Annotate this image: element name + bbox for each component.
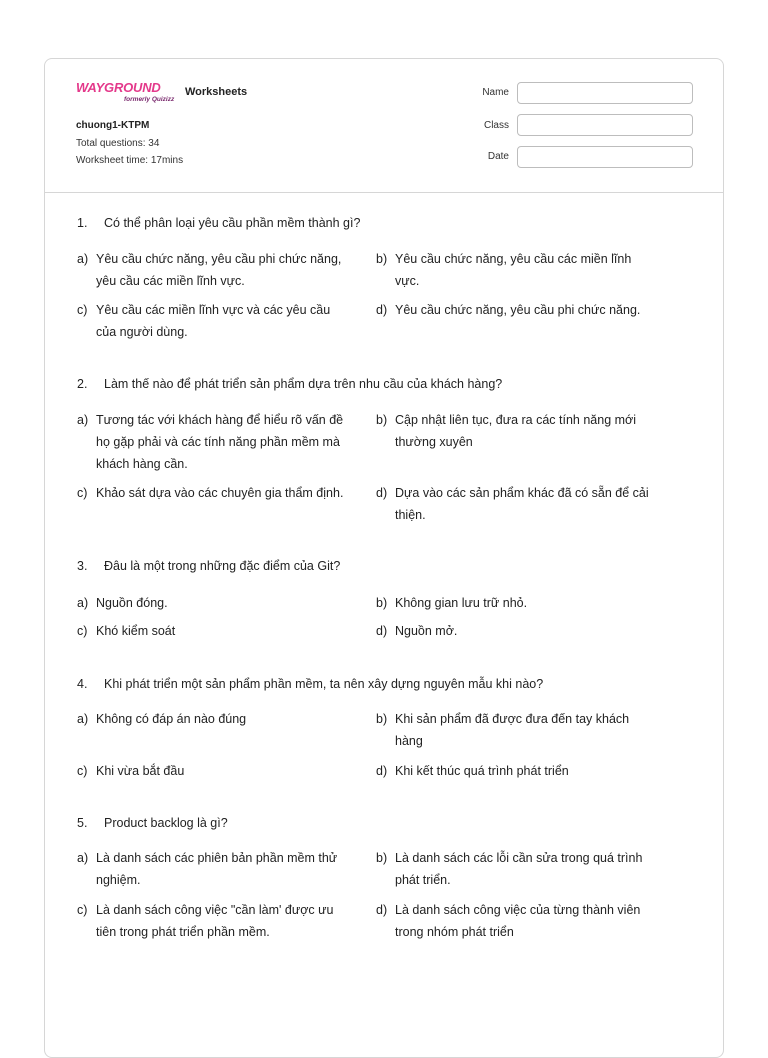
total-questions: Total questions: 34 (76, 138, 160, 149)
logo-subtext: formerly Quizizz (124, 96, 175, 103)
question-text: Product backlog là gì? (104, 816, 228, 830)
option-text: Khó kiểm soát (96, 624, 176, 638)
question-number: 5. (77, 816, 88, 830)
option-text: Dựa vào các sản phẩm khác đã có sẵn để cải thiện. (395, 486, 649, 522)
option-text: Nguồn đóng. (96, 596, 168, 610)
option-text: Khi sản phẩm đã được đưa đến tay khách hàng (395, 712, 630, 748)
option-text: Khảo sát dựa vào các chuyên gia thẩm định. (96, 486, 344, 500)
option-b[interactable] (376, 592, 652, 614)
option-text: Là danh sách công việc của từng thành viên trong nhóm phát triển (395, 903, 641, 939)
option-b[interactable] (376, 708, 652, 752)
option-text: Là danh sách các lỗi cần sửa trong quá trình phát triển. (395, 851, 643, 887)
option-d[interactable] (376, 620, 652, 642)
option-c[interactable] (77, 760, 353, 782)
question-stem (77, 215, 360, 231)
question-number: 3. (77, 559, 88, 573)
option-letter: a) (77, 851, 89, 865)
option-text: Không gian lưu trữ nhỏ. (395, 596, 528, 610)
option-a[interactable] (77, 708, 353, 730)
option-a[interactable] (77, 409, 353, 475)
option-d[interactable] (376, 899, 652, 943)
option-letter: c) (77, 303, 88, 317)
option-text: Yêu cầu các miền lĩnh vực và các yêu cầu của người dùng. (96, 303, 331, 339)
option-letter: b) (376, 596, 388, 610)
option-letter: d) (376, 303, 388, 317)
option-b[interactable] (376, 409, 652, 453)
class-field[interactable] (517, 114, 693, 136)
product-label: Worksheets (185, 86, 248, 98)
option-b[interactable] (376, 248, 652, 292)
option-d[interactable] (376, 482, 652, 526)
question-text: Có thể phân loại yêu cầu phần mềm thành gì? (104, 216, 361, 230)
option-text: Không có đáp án nào đúng (96, 712, 247, 726)
date-label: Date (487, 151, 509, 162)
option-text: Là danh sách công việc "cần làm' được ưu tiên trong phát triển phần mềm. (96, 903, 334, 939)
option-b[interactable] (376, 847, 652, 891)
option-letter: c) (77, 486, 88, 500)
option-letter: c) (77, 624, 88, 638)
option-text: Nguồn mở. (395, 624, 458, 638)
question-stem (77, 376, 502, 392)
name-label: Name (482, 87, 509, 98)
question-stem (77, 558, 340, 574)
option-text: Yêu cầu chức năng, yêu cầu phi chức năng. (395, 303, 641, 317)
option-letter: d) (376, 764, 388, 778)
option-c[interactable] (77, 482, 353, 504)
question-stem (77, 815, 228, 831)
wayground-logo (76, 80, 184, 106)
option-text: Khi vừa bắt đầu (96, 764, 185, 778)
option-text: Yêu cầu chức năng, yêu cầu phi chức năng, yêu cầu các miền lĩnh vực. (96, 252, 342, 288)
option-letter: b) (376, 413, 388, 427)
option-letter: d) (376, 486, 388, 500)
logo-wordmark: WAYGROUND (76, 80, 161, 95)
option-text: Khi kết thúc quá trình phát triển (395, 764, 569, 778)
option-letter: a) (77, 252, 89, 266)
worksheet-header (45, 59, 723, 193)
option-a[interactable] (77, 847, 353, 891)
option-letter: d) (376, 903, 388, 917)
date-field[interactable] (517, 146, 693, 168)
worksheet-time: Worksheet time: 17mins (76, 155, 184, 166)
option-letter: b) (376, 851, 388, 865)
option-c[interactable] (77, 299, 353, 343)
question-text: Đâu là một trong những đặc điểm của Git? (104, 559, 341, 573)
class-label: Class (483, 120, 509, 131)
worksheet-title: chuong1-KTPM (76, 120, 150, 131)
option-text: Tương tác với khách hàng để hiểu rõ vấn đề họ gặp phải và các tính năng phần mềm mà khách hàng cần. (96, 413, 344, 471)
option-letter: c) (77, 764, 88, 778)
option-letter: d) (376, 624, 388, 638)
option-d[interactable] (376, 760, 652, 782)
option-text: Yêu cầu chức năng, yêu cầu các miền lĩnh vực. (395, 252, 632, 288)
question-stem (77, 676, 543, 692)
option-letter: a) (77, 712, 89, 726)
option-c[interactable] (77, 620, 353, 642)
question-number: 2. (77, 377, 88, 391)
option-letter: a) (77, 413, 89, 427)
question-number: 1. (77, 216, 88, 230)
option-a[interactable] (77, 592, 353, 614)
worksheet-page (44, 58, 724, 1058)
question-text: Khi phát triển một sản phẩm phần mềm, ta nên xây dựng nguyên mẫu khi nào? (104, 677, 544, 691)
option-text: Cập nhật liên tục, đưa ra các tính năng mới thường xuyên (395, 413, 637, 449)
question-text: Làm thế nào để phát triển sản phẩm dựa trên nhu cầu của khách hàng? (104, 377, 503, 391)
option-text: Là danh sách các phiên bản phần mềm thử nghiệm. (96, 851, 338, 887)
option-letter: b) (376, 252, 388, 266)
question-number: 4. (77, 677, 88, 691)
option-a[interactable] (77, 248, 353, 292)
option-letter: b) (376, 712, 388, 726)
option-d[interactable] (376, 299, 652, 321)
option-c[interactable] (77, 899, 353, 943)
name-field[interactable] (517, 82, 693, 104)
option-letter: a) (77, 596, 89, 610)
option-letter: c) (77, 903, 88, 917)
